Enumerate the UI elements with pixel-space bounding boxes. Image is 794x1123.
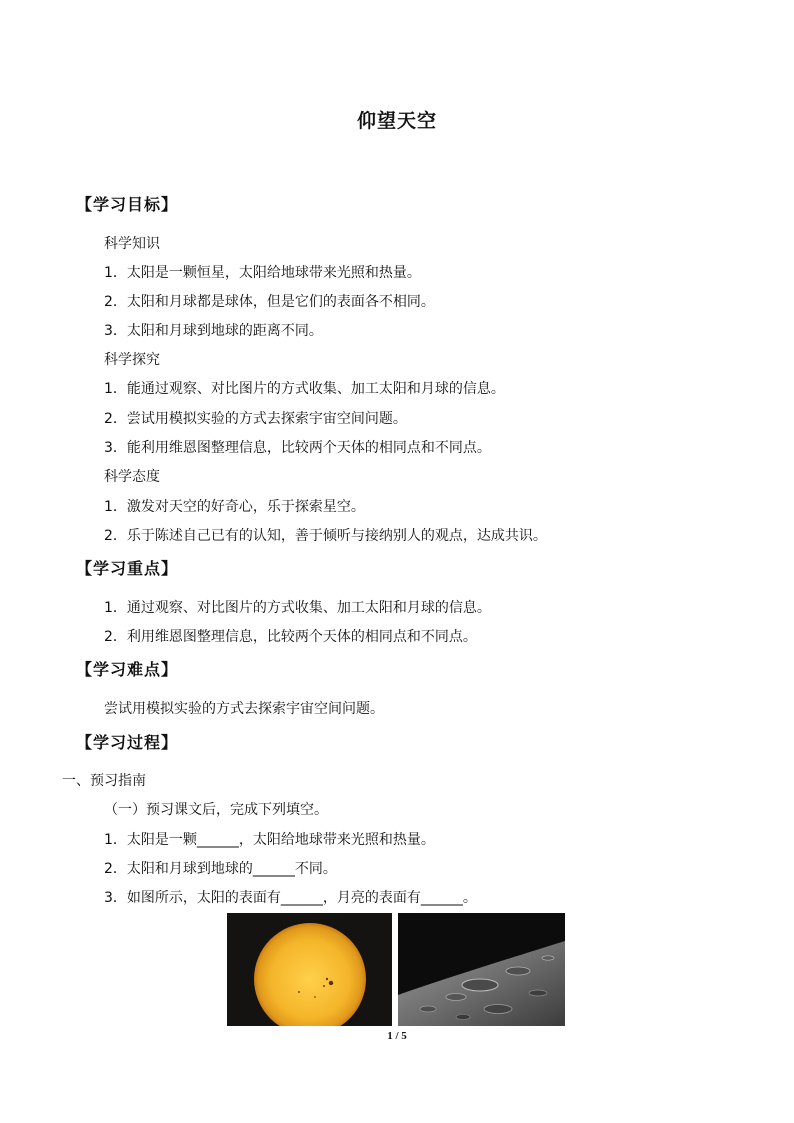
fill-blank-item: 1．太阳是一颗______，太阳给地球带来光照和热量。 [104,832,435,848]
knowledge-item: 1．太阳是一颗恒星，太阳给地球带来光照和热量。 [104,265,421,281]
key-point-item: 1．通过观察、对比图片的方式收集、加工太阳和月球的信息。 [104,600,491,616]
fill-blank-item: 3．如图所示，太阳的表面有______，月亮的表面有______。 [104,890,477,906]
attitude-item: 1．激发对天空的好奇心，乐于探索星空。 [104,499,365,515]
knowledge-item: 2．太阳和月球都是球体，但是它们的表面各不相同。 [104,294,435,310]
fill-blank-item: 2．太阳和月球到地球的______不同。 [104,861,337,877]
inquiry-label: 科学探究 [104,352,160,368]
key-points-heading: 【学习重点】 [76,559,179,578]
attitude-label: 科学态度 [104,469,160,485]
inquiry-item: 1．能通过观察、对比图片的方式收集、加工太阳和月球的信息。 [104,381,505,397]
objectives-heading: 【学习目标】 [76,195,179,214]
key-point-item: 2．利用维恩图整理信息，比较两个天体的相同点和不同点。 [104,629,477,645]
knowledge-label: 科学知识 [104,236,160,252]
moon-surface-photo [398,913,565,1026]
inquiry-item: 3．能利用维恩图整理信息，比较两个天体的相同点和不同点。 [104,440,491,456]
page-title: 仰望天空 [356,110,437,132]
knowledge-item: 3．太阳和月球到地球的距离不同。 [104,323,323,339]
sun-photo [227,913,392,1026]
difficulties-heading: 【学习难点】 [76,660,179,679]
process-part-title: 一、预习指南 [62,773,146,789]
difficulties-text: 尝试用模拟实验的方式去探索宇宙空间问题。 [104,701,384,717]
inquiry-item: 2．尝试用模拟实验的方式去探索宇宙空间问题。 [104,411,407,427]
attitude-item: 2．乐于陈述自己已有的认知，善于倾听与接纳别人的观点，达成共识。 [104,528,547,544]
process-heading: 【学习过程】 [76,733,179,752]
process-subtitle: （一）预习课文后，完成下列填空。 [104,802,328,818]
page-number: 1 / 5 [387,1030,407,1042]
